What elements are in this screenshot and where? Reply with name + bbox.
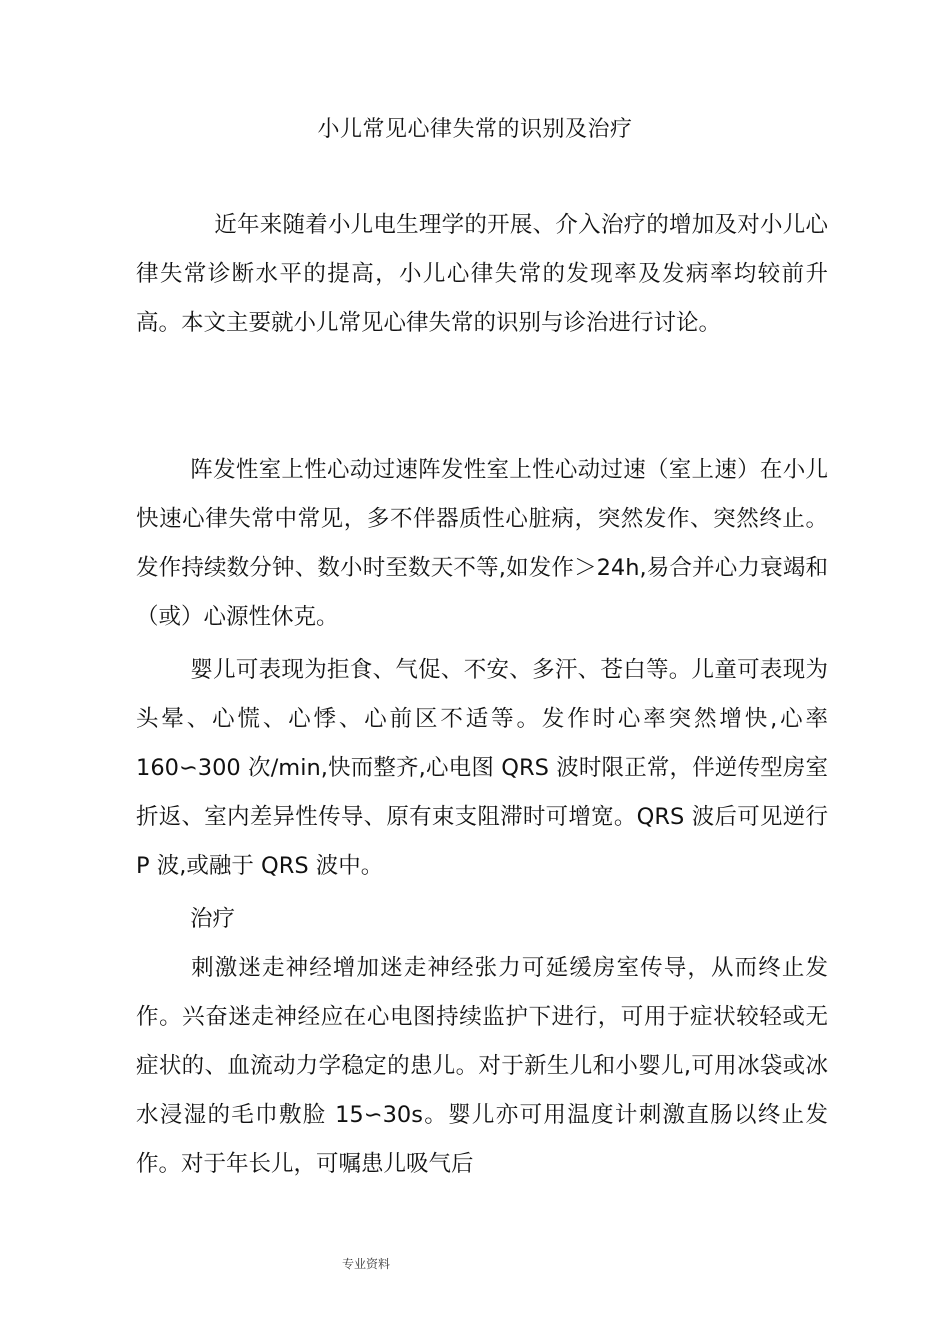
section-heading-treatment	[136, 895, 828, 944]
paragraph-svt-text: 阵发性室上性心动过速阵发性室上性心动过速（室上速）在小儿快速心律失常中常见，多不伴器质性心脏病，突然发作、突然终止。发作持续数分钟、数小时至数天不等,如发作＞24h,易合并心力衰竭和（或）心源性休克。	[136, 457, 828, 630]
paragraph-treatment-text: 刺激迷走神经增加迷走神经张力可延缓房室传导，从而终止发作。兴奋迷走神经应在心电图持续监护下进行，可用于症状较轻或无症状的、血流动力学稳定的患儿。对于新生儿和小婴儿,可用冰袋或冰水浸湿的毛巾敷脸 15∽30s。婴儿亦可用温度计刺激直肠以终止发作。对于年长儿，可嘱患儿吸气后	[136, 955, 828, 1177]
page-title: 小儿常见心律失常的识别及治疗	[317, 117, 633, 142]
page-footer: 专业资料	[342, 1257, 391, 1271]
section-heading-text: 治疗	[190, 906, 236, 932]
paragraph-intro-text: 近年来随着小儿电生理学的开展、介入治疗的增加及对小儿心律失常诊断水平的提高，小儿心律失常的发现率及发病率均较前升高。本文主要就小儿常见心律失常的识别与诊治进行讨论。	[136, 212, 828, 336]
paragraph-svt	[136, 446, 828, 642]
paragraph-treatment	[136, 944, 828, 1189]
paragraph-intro	[136, 201, 828, 348]
paragraph-symptoms	[136, 646, 828, 891]
paragraph-symptoms-text: 婴儿可表现为拒食、气促、不安、多汗、苍白等。儿童可表现为头晕、心慌、心悸、心前区不适等。发作时心率突然增快,心率 160∽300 次/min,快而整齐,心电图 QRS 波时限正常，伴逆传型房室折返、室内差异性传导、原有束支阻滞时可增宽。QRS 波后可见逆行 P 波,或融于 QRS 波中。	[136, 657, 828, 879]
